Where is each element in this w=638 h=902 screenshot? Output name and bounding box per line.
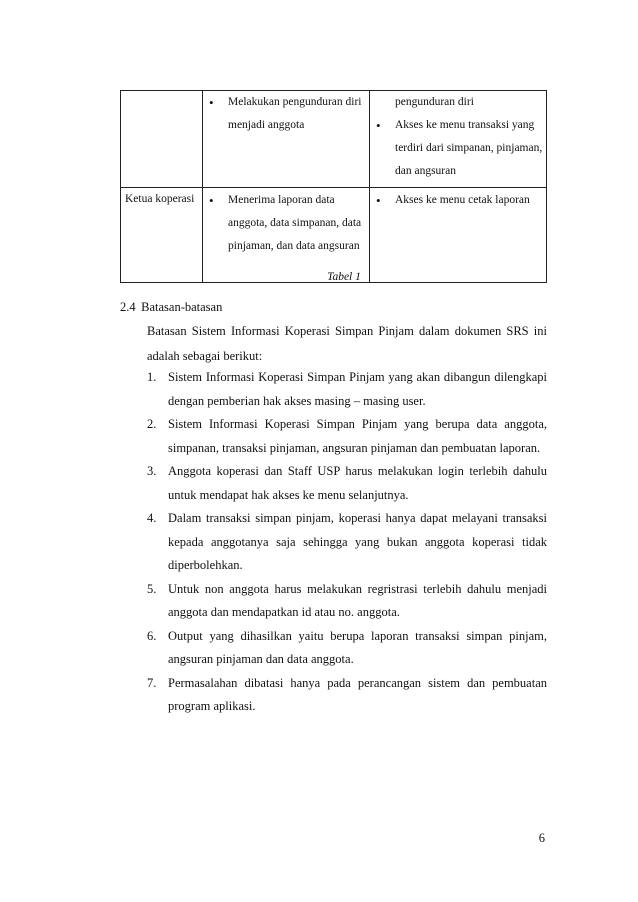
table-caption: Tabel 1: [327, 271, 361, 283]
list-item: [147, 460, 547, 507]
list-item: [147, 366, 547, 413]
role-cell: [121, 91, 203, 188]
page-number: 6: [538, 831, 545, 845]
role-cell: Ketua koperasi: [121, 188, 203, 283]
section-intro: Batasan Sistem Informasi Koperasi Simpan Pinjam dalam dokumen SRS ini adalah sebagai berikut:: [147, 324, 547, 363]
list-item-text: Untuk non anggota harus melakukan regristrasi terlebih dahulu menjadi anggota dan mendapatkan id atau no. anggota.: [168, 581, 547, 619]
access-item: • Akses ke menu cetak laporan: [370, 189, 546, 212]
constraints-list: [147, 366, 547, 719]
list-item-number: 2.: [147, 417, 157, 431]
list-item: [147, 578, 547, 625]
table-row: [121, 188, 547, 283]
user-role-table: [120, 90, 547, 283]
list-item: [147, 625, 547, 672]
list-item-number: 1.: [147, 370, 157, 384]
access-cell: [370, 188, 547, 283]
list-item-text: Output yang dihasilkan yaitu berupa laporan transaksi simpan pinjam, angsuran pinjaman dan data anggota.: [168, 628, 547, 666]
list-item-text: Dalam transaksi simpan pinjam, koperasi hanya dapat melayani transaksi kepada anggotanya saja sehingga yang bukan anggota koperasi tidak diperbolehkan.: [168, 511, 547, 572]
list-item-number: 7.: [147, 675, 157, 690]
section-number: 2.4: [120, 300, 136, 314]
function-item: • Melakukan pengunduran diri menjadi anggota: [203, 91, 369, 137]
functions-cell: [203, 188, 370, 283]
list-item-number: 4.: [147, 511, 157, 525]
function-item: • Menerima laporan data anggota, data simpanan, data pinjaman, dan data angsuran: [203, 189, 369, 258]
access-cell: [370, 91, 547, 188]
list-item-text: Permasalahan dibatasi hanya pada perancangan sistem dan pembuatan program aplikasi.: [168, 675, 547, 713]
list-item: [147, 672, 547, 719]
list-item: [147, 507, 547, 578]
list-item-text: Anggota koperasi dan Staff USP harus melakukan login terlebih dahulu untuk mendapat hak akses ke menu selanjutnya.: [168, 464, 547, 502]
section-heading: [120, 296, 222, 318]
list-item-number: 3.: [147, 464, 157, 478]
list-item: [147, 413, 547, 460]
table-row: [121, 91, 547, 188]
list-item-number: 6.: [147, 628, 157, 643]
list-item-number: 5.: [147, 581, 157, 596]
access-item: • Akses ke menu transaksi yang terdiri dari simpanan, pinjaman, dan angsuran: [370, 114, 546, 183]
list-item-text: Sistem Informasi Koperasi Simpan Pinjam yang akan dibangun dilengkapi dengan pemberian hak akses masing – masing user.: [168, 370, 547, 408]
section-title: Batasan-batasan: [141, 300, 223, 314]
functions-cell: [203, 91, 370, 188]
access-continuation: pengunduran diri: [395, 96, 474, 108]
list-item-text: Sistem Informasi Koperasi Simpan Pinjam yang berupa data anggota, simpanan, transaksi pinjaman, angsuran pinjaman dan pembuatan laporan.: [168, 417, 547, 455]
